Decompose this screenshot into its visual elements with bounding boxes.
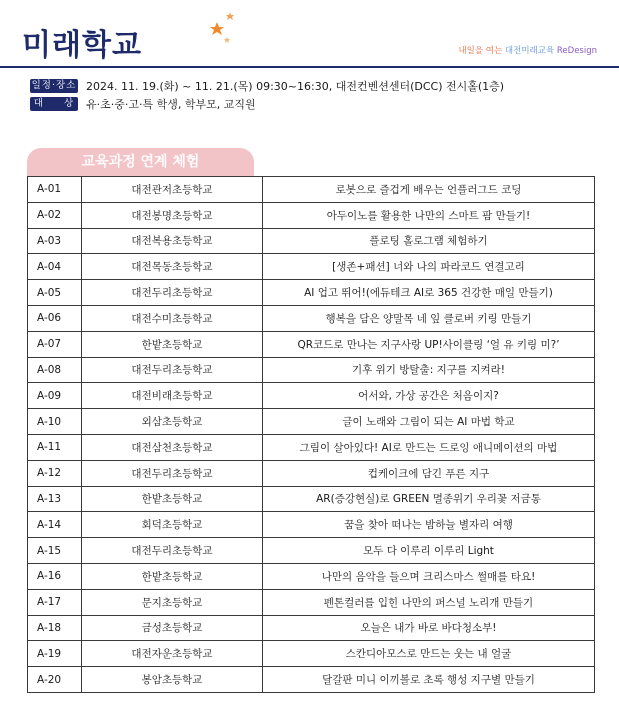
row-code: A-14 xyxy=(28,512,82,538)
row-program: AI 업고 뛰어!(에듀테크 AI로 365 건강한 매일 만들기) xyxy=(263,280,595,306)
row-program: 스칸디아모스로 만드는 웃는 내 얼굴 xyxy=(263,641,595,667)
table-row xyxy=(28,615,595,641)
audience-label: 대 상 xyxy=(30,97,78,111)
table-row xyxy=(28,202,595,228)
row-code: A-19 xyxy=(28,641,82,667)
row-code: A-12 xyxy=(28,460,82,486)
table-row xyxy=(28,383,595,409)
table-row xyxy=(28,667,595,693)
row-code: A-04 xyxy=(28,254,82,280)
row-program: 그림이 살아있다! AI로 만드는 드로잉 애니메이션의 마법 xyxy=(263,434,595,460)
row-program: 플로팅 홀로그램 체험하기 xyxy=(263,228,595,254)
table-row xyxy=(28,589,595,615)
row-program: 달갈판 미니 이끼볼로 초록 행성 지구별 만들기 xyxy=(263,667,595,693)
table-row xyxy=(28,331,595,357)
table-row xyxy=(28,357,595,383)
row-school: 문지초등학교 xyxy=(82,589,263,615)
row-school: 대전수미초등학교 xyxy=(82,305,263,331)
row-code: A-18 xyxy=(28,615,82,641)
row-school: 한밭초등학교 xyxy=(82,563,263,589)
row-school: 대전관저초등학교 xyxy=(82,177,263,203)
row-school: 대전자운초등학교 xyxy=(82,641,263,667)
row-code: A-13 xyxy=(28,486,82,512)
row-code: A-11 xyxy=(28,434,82,460)
row-school: 대전복용초등학교 xyxy=(82,228,263,254)
row-program: 기후 위기 방탈출: 지구를 지켜라! xyxy=(263,357,595,383)
row-code: A-17 xyxy=(28,589,82,615)
row-school: 대전두리초등학교 xyxy=(82,460,263,486)
row-program: 행복을 담은 양말목 네 잎 클로버 키링 만들기 xyxy=(263,305,595,331)
audience-row xyxy=(30,96,256,112)
row-program: 글이 노래와 그림이 되는 AI 마법 학교 xyxy=(263,409,595,435)
table-row xyxy=(28,177,595,203)
row-program: 모두 다 이루리 이루리 Light xyxy=(263,538,595,564)
row-program: 펜톤컬러를 입힌 나만의 퍼스널 노리개 만들기 xyxy=(263,589,595,615)
program-table xyxy=(27,176,595,693)
table-row xyxy=(28,486,595,512)
table-row xyxy=(28,280,595,306)
row-school: 대전봉명초등학교 xyxy=(82,202,263,228)
table-row xyxy=(28,228,595,254)
row-code: A-09 xyxy=(28,383,82,409)
row-program: 아두이노를 활용한 나만의 스마트 팜 만들기! xyxy=(263,202,595,228)
row-school: 대전삼천초등학교 xyxy=(82,434,263,460)
tagline: 내일을 여는 대전미래교육 ReDesign xyxy=(458,46,597,56)
row-school: 대전목동초등학교 xyxy=(82,254,263,280)
row-code: A-06 xyxy=(28,305,82,331)
row-code: A-07 xyxy=(28,331,82,357)
row-program: 오늘은 내가 바로 바다청소부! xyxy=(263,615,595,641)
schedule-row xyxy=(30,78,504,94)
header-divider xyxy=(0,66,619,68)
row-code: A-03 xyxy=(28,228,82,254)
schedule-value: 2024. 11. 19.(화) ~ 11. 21.(목) 09:30~16:30, 대전컨벤션센터(DCC) 전시홀(1층) xyxy=(86,80,505,93)
page-title: 미래학교 xyxy=(22,28,142,63)
row-school: 한밭초등학교 xyxy=(82,331,263,357)
row-program: QR코드로 만나는 지구사랑 UP!사이클링 ‘얼 유 키링 미?’ xyxy=(263,331,595,357)
section-tab xyxy=(27,148,254,176)
row-school: 대전두리초등학교 xyxy=(82,538,263,564)
table-row xyxy=(28,460,595,486)
section-tab-label: 교육과정 연계 체험 xyxy=(81,154,200,170)
table-row xyxy=(28,254,595,280)
table-row xyxy=(28,563,595,589)
row-program: 나만의 음악을 들으며 크리스마스 썰매를 타요! xyxy=(263,563,595,589)
row-program: AR(증강현실)로 GREEN 멸종위기 우리꽃 저금통 xyxy=(263,486,595,512)
row-school: 봉암초등학교 xyxy=(82,667,263,693)
row-school: 대전비래초등학교 xyxy=(82,383,263,409)
row-program: 컵케이크에 담긴 푸른 지구 xyxy=(263,460,595,486)
row-code: A-02 xyxy=(28,202,82,228)
row-program: 어서와, 가상 공간은 처음이지? xyxy=(263,383,595,409)
schedule-label: 일정·장소 xyxy=(31,80,77,91)
row-school: 금성초등학교 xyxy=(82,615,263,641)
row-code: A-08 xyxy=(28,357,82,383)
row-school: 회덕초등학교 xyxy=(82,512,263,538)
table-row xyxy=(28,305,595,331)
row-program: 꿈을 찾아 떠나는 밤하늘 별자리 여행 xyxy=(263,512,595,538)
table-row xyxy=(28,538,595,564)
row-program: [생존+패션] 너와 나의 파라코드 연결고리 xyxy=(263,254,595,280)
row-code: A-05 xyxy=(28,280,82,306)
page-header xyxy=(0,0,619,70)
table-row xyxy=(28,512,595,538)
row-code: A-15 xyxy=(28,538,82,564)
row-school: 한밭초등학교 xyxy=(82,486,263,512)
row-code: A-20 xyxy=(28,667,82,693)
row-code: A-16 xyxy=(28,563,82,589)
star-decoration-icon xyxy=(203,8,243,48)
row-code: A-01 xyxy=(28,177,82,203)
row-school: 대전두리초등학교 xyxy=(82,357,263,383)
audience-value: 유·초·중·고·특 학생, 학부모, 교직원 xyxy=(86,98,256,111)
row-program: 로봇으로 즐겁게 배우는 언플러그드 코딩 xyxy=(263,177,595,203)
table-row xyxy=(28,409,595,435)
table-row xyxy=(28,641,595,667)
row-code: A-10 xyxy=(28,409,82,435)
row-school: 대전두리초등학교 xyxy=(82,280,263,306)
row-school: 외삼초등학교 xyxy=(82,409,263,435)
table-row xyxy=(28,434,595,460)
